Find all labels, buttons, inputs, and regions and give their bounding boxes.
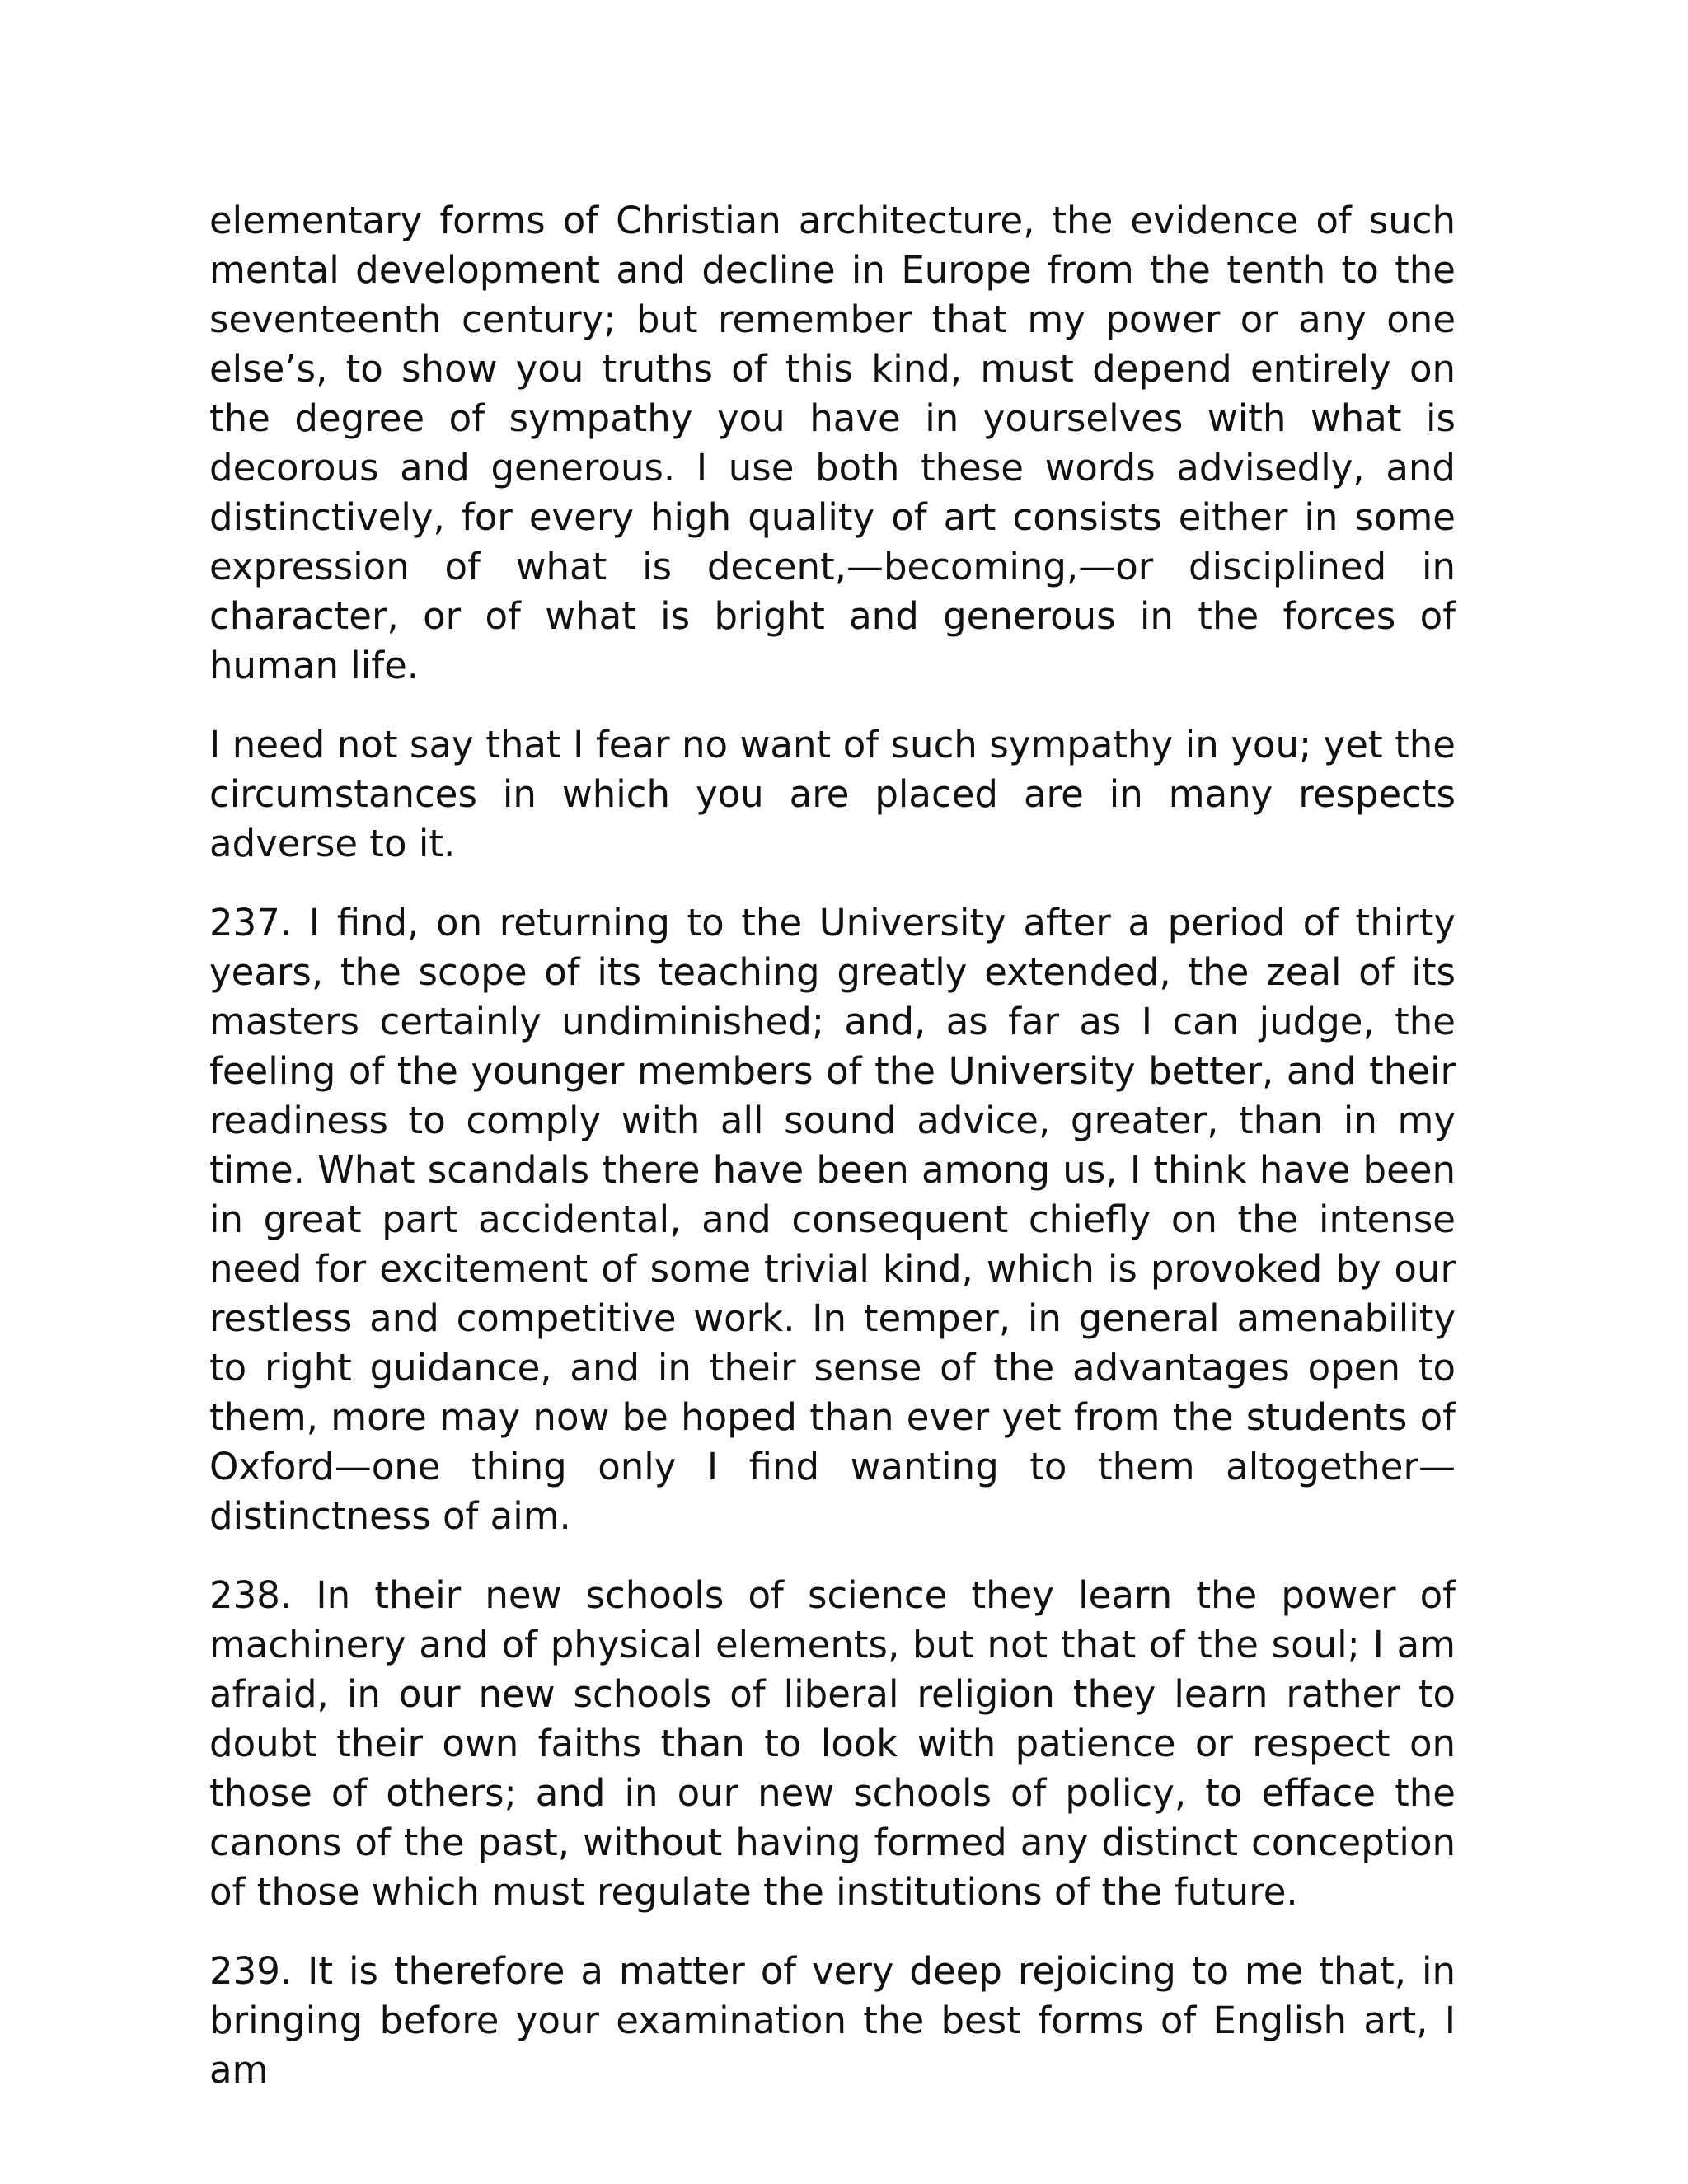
- paragraph-238: 238. In their new schools of science they learn the power of machinery and of physical elements, but not that of the soul; I am afraid, in our new schools of liberal religion they learn rather to doubt their own faiths than to look with patience or respect on those of others; and in our new schools of policy, to efface the canons of the past, without having formed any distinct conception of those which must regulate the institutions of the future.: [209, 1573, 1456, 1914]
- document-page: [209, 196, 1456, 2125]
- paragraph-239: 239. It is therefore a matter of very deep rejoicing to me that, in bringing before your examination the best forms of English art, I am: [209, 1949, 1456, 2092]
- paragraph-continuation: elementary forms of Christian architecture, the evidence of such mental development and decline in Europe from the tenth to the seventeenth century; but remember that my power or any one else’s, to show you truths of this kind, must depend entirely on the degree of sympathy you have in yourselves with what is decorous and generous. I use both these words advisedly, and distinctively, for every high quality of art consists either in some expression of what is decent,—becoming,—or disciplined in character, or of what is bright and generous in the forces of human life.: [209, 199, 1456, 687]
- paragraph-sympathy: I need not say that I fear no want of such sympathy in you; yet the circumstances in which you are placed are in many respects adverse to it.: [209, 723, 1456, 865]
- paragraph-237: 237. I find, on returning to the University after a period of thirty years, the scope of its teaching greatly extended, the zeal of its masters certainly undiminished; and, as far as I can judge, the feeling of the younger members of the University better, and their readiness to comply with all sound advice, greater, than in my time. What scandals there have been among us, I think have been in great part accidental, and consequent chiefly on the intense need for excitement of some trivial kind, which is provoked by our restless and competitive work. In temper, in general amenability to right guidance, and in their sense of the advantages open to them, more may now be hoped than ever yet from the students of Oxford—one thing only I find wanting to them altogether—distinctness of aim.: [209, 901, 1456, 1538]
